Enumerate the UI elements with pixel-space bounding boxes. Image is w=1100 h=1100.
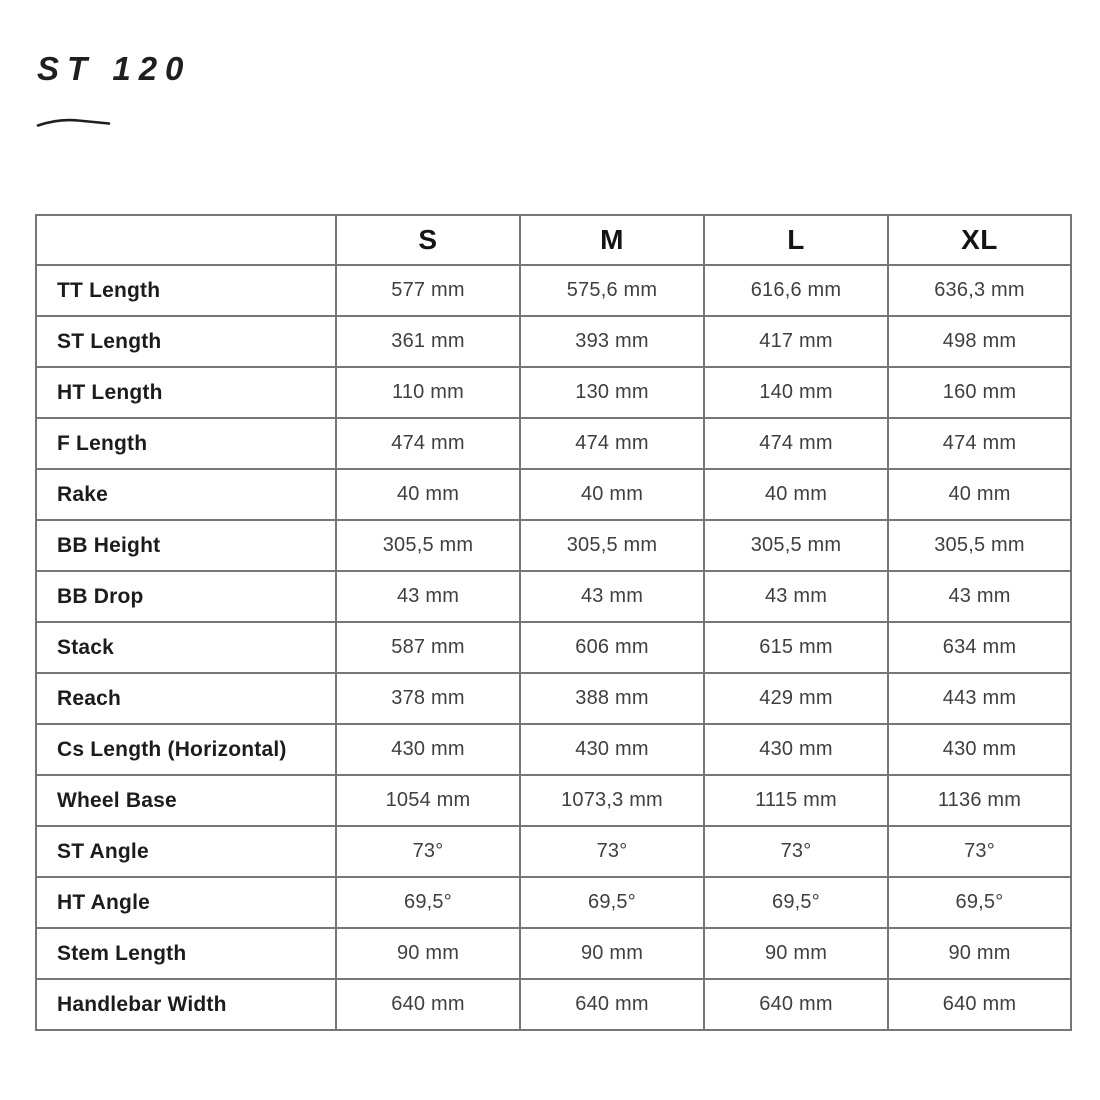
value-cell: 474 mm [704, 418, 888, 469]
value-cell: 73° [336, 826, 520, 877]
value-cell: 634 mm [888, 622, 1071, 673]
value-cell: 73° [888, 826, 1071, 877]
value-cell: 43 mm [704, 571, 888, 622]
value-cell: 90 mm [888, 928, 1071, 979]
value-cell: 40 mm [336, 469, 520, 520]
value-cell: 430 mm [336, 724, 520, 775]
table-row [36, 316, 1071, 367]
value-cell: 305,5 mm [704, 520, 888, 571]
page-title: ST 120 [37, 50, 192, 87]
value-cell: 474 mm [336, 418, 520, 469]
table-row [36, 265, 1071, 316]
value-cell: 40 mm [704, 469, 888, 520]
value-cell: 361 mm [336, 316, 520, 367]
value-cell: 73° [520, 826, 704, 877]
value-cell: 1073,3 mm [520, 775, 704, 826]
row-label: BB Drop [36, 571, 336, 622]
value-cell: 498 mm [888, 316, 1071, 367]
row-label: ST Angle [36, 826, 336, 877]
value-cell: 640 mm [888, 979, 1071, 1030]
value-cell: 160 mm [888, 367, 1071, 418]
value-cell: 616,6 mm [704, 265, 888, 316]
table-row [36, 979, 1071, 1030]
value-cell: 640 mm [520, 979, 704, 1030]
value-cell: 90 mm [520, 928, 704, 979]
table-row [36, 418, 1071, 469]
value-cell: 1054 mm [336, 775, 520, 826]
row-label: F Length [36, 418, 336, 469]
value-cell: 388 mm [520, 673, 704, 724]
table-row [36, 724, 1071, 775]
row-label: HT Angle [36, 877, 336, 928]
table-row [36, 469, 1071, 520]
value-cell: 430 mm [704, 724, 888, 775]
value-cell: 1115 mm [704, 775, 888, 826]
value-cell: 443 mm [888, 673, 1071, 724]
value-cell: 40 mm [888, 469, 1071, 520]
row-label: Stem Length [36, 928, 336, 979]
table-row [36, 622, 1071, 673]
value-cell: 474 mm [520, 418, 704, 469]
size-column-header-l: L [704, 215, 888, 265]
value-cell: 587 mm [336, 622, 520, 673]
size-column-header-xl: XL [888, 215, 1071, 265]
row-label: Reach [36, 673, 336, 724]
value-cell: 474 mm [888, 418, 1071, 469]
value-cell: 305,5 mm [336, 520, 520, 571]
table-row [36, 520, 1071, 571]
value-cell: 305,5 mm [520, 520, 704, 571]
table-row [36, 367, 1071, 418]
value-cell: 110 mm [336, 367, 520, 418]
value-cell: 1136 mm [888, 775, 1071, 826]
table-row [36, 571, 1071, 622]
table-row [36, 826, 1071, 877]
spec-table-body [36, 265, 1071, 1030]
header-row [36, 215, 1071, 265]
title-underline-swoosh [36, 115, 112, 129]
size-column-header-m: M [520, 215, 704, 265]
value-cell: 575,6 mm [520, 265, 704, 316]
value-cell: 430 mm [888, 724, 1071, 775]
value-cell: 430 mm [520, 724, 704, 775]
value-cell: 90 mm [336, 928, 520, 979]
value-cell: 69,5° [704, 877, 888, 928]
value-cell: 378 mm [336, 673, 520, 724]
value-cell: 393 mm [520, 316, 704, 367]
value-cell: 429 mm [704, 673, 888, 724]
value-cell: 640 mm [704, 979, 888, 1030]
value-cell: 130 mm [520, 367, 704, 418]
value-cell: 43 mm [520, 571, 704, 622]
value-cell: 43 mm [888, 571, 1071, 622]
corner-cell [36, 215, 336, 265]
row-label: Stack [36, 622, 336, 673]
value-cell: 43 mm [336, 571, 520, 622]
row-label: ST Length [36, 316, 336, 367]
row-label: Handlebar Width [36, 979, 336, 1030]
value-cell: 90 mm [704, 928, 888, 979]
value-cell: 417 mm [704, 316, 888, 367]
geometry-spec-table [35, 214, 1072, 1031]
value-cell: 40 mm [520, 469, 704, 520]
value-cell: 640 mm [336, 979, 520, 1030]
value-cell: 615 mm [704, 622, 888, 673]
row-label: HT Length [36, 367, 336, 418]
value-cell: 305,5 mm [888, 520, 1071, 571]
table-row [36, 775, 1071, 826]
value-cell: 69,5° [520, 877, 704, 928]
value-cell: 69,5° [888, 877, 1071, 928]
row-label: Rake [36, 469, 336, 520]
value-cell: 69,5° [336, 877, 520, 928]
row-label: TT Length [36, 265, 336, 316]
value-cell: 140 mm [704, 367, 888, 418]
table-row [36, 673, 1071, 724]
size-column-header-s: S [336, 215, 520, 265]
row-label: Cs Length (Horizontal) [36, 724, 336, 775]
value-cell: 606 mm [520, 622, 704, 673]
row-label: Wheel Base [36, 775, 336, 826]
table-row [36, 928, 1071, 979]
value-cell: 636,3 mm [888, 265, 1071, 316]
table-row [36, 877, 1071, 928]
row-label: BB Height [36, 520, 336, 571]
value-cell: 577 mm [336, 265, 520, 316]
value-cell: 73° [704, 826, 888, 877]
